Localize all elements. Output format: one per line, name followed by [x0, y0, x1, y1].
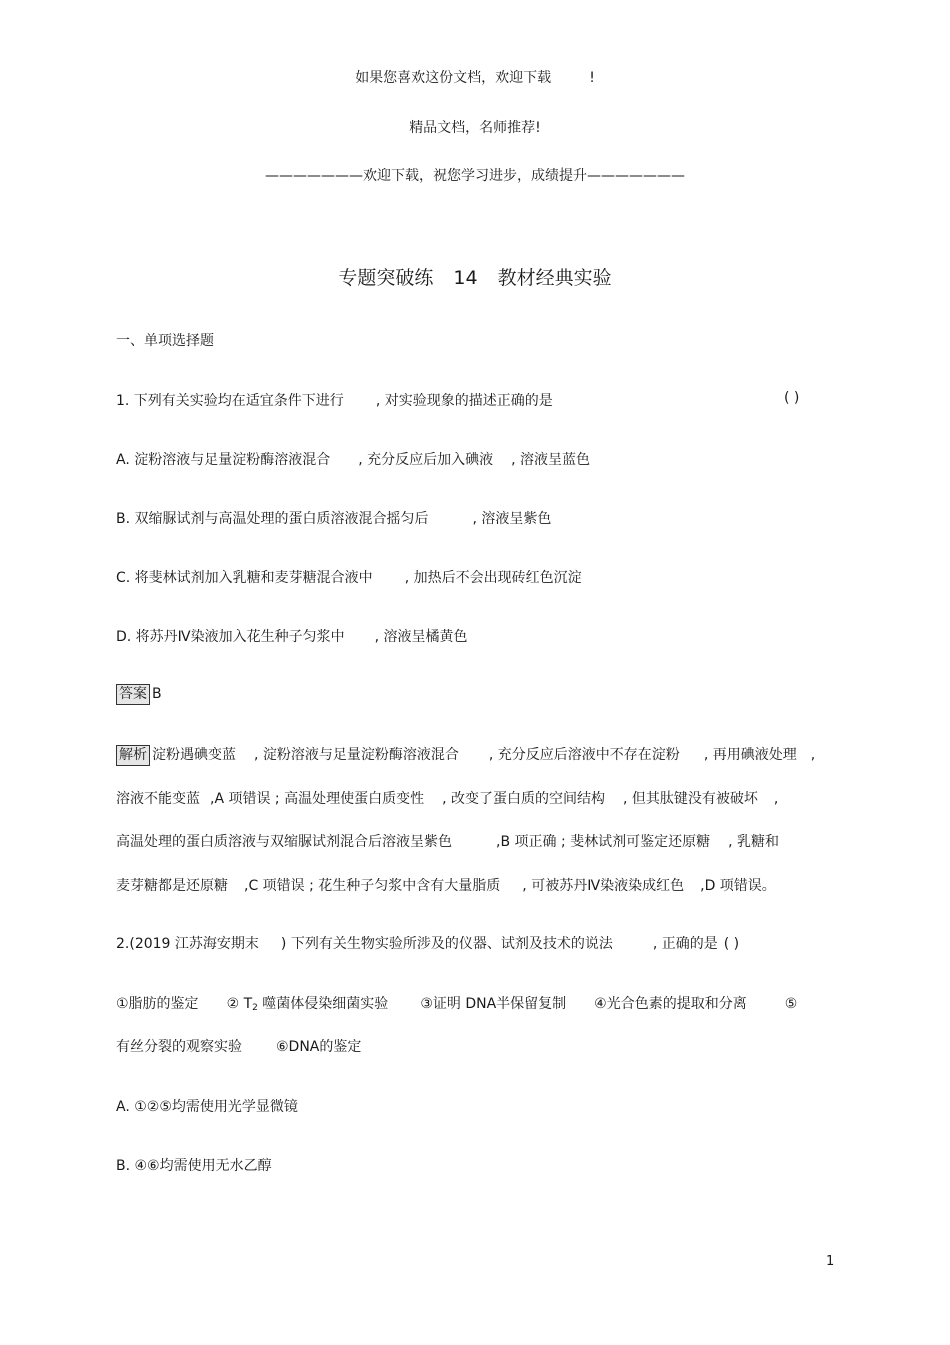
section-heading: 一、单项选择题	[116, 333, 214, 349]
analysis-label: 解析	[116, 745, 150, 766]
answer-value: B	[152, 686, 162, 702]
question-2-option-b: B. ④⑥均需使用无水乙醇	[116, 1158, 272, 1174]
analysis-line-2: 溶液不能变蓝 ,A 项错误 ; 高温处理使蛋白质变性 , 改变了蛋白质的空间结构 , 但其肽键没有被破坏 ,	[116, 791, 779, 807]
analysis-line-3: 高温处理的蛋白质溶液与双缩脲试剂混合后溶液呈紫色 ,B 项正确 ; 斐林试剂可鉴定还原糖 , 乳糖和	[116, 834, 780, 850]
question-1-bracket: ( )	[784, 390, 800, 406]
question-2-items-line-2: 有丝分裂的观察实验 ⑥DNA的鉴定	[116, 1039, 362, 1055]
question-2-items-line-1: ①脂肪的鉴定 ② $T_2$ 噬菌体侵染细菌实验 ③证明 DNA半保留复制 ④光合色素的提取和分离 ⑤	[116, 996, 798, 1013]
analysis-line-1: 解析 淀粉遇碘变蓝 , 淀粉溶液与足量淀粉酶溶液混合 , 充分反应后溶液中不存在淀粉 , 再用碘液处理 ,	[116, 744, 815, 766]
question-1-option-a: A. 淀粉溶液与足量淀粉酶溶液混合 , 充分反应后加入碘液 , 溶液呈蓝色	[116, 452, 591, 468]
question-2-option-a: A. ①②⑤均需使用光学显微镜	[116, 1099, 298, 1115]
question-1-answer	[116, 684, 162, 705]
question-1-option-c: C. 将斐林试剂加入乳糖和麦芽糖混合液中 , 加热后不会出现砖红色沉淀	[116, 570, 582, 586]
answer-label: 答案	[116, 684, 150, 705]
page-title: 专题突破练 14 教材经典实验	[338, 267, 612, 289]
header-line-3: ———————欢迎下载，祝您学习进步，成绩提升———————	[265, 168, 685, 184]
header-line-1: 如果您喜欢这份文档，欢迎下载 !	[355, 70, 595, 86]
question-2-stem: 2.(2019 江苏海安期末 ) 下列有关生物实验所涉及的仪器、试剂及技术的说法 , 正确的是 ( )	[116, 936, 740, 952]
question-1-option-d: D. 将苏丹Ⅳ染液加入花生种子匀浆中 , 溶液呈橘黄色	[116, 629, 468, 645]
page-number: 1	[826, 1254, 835, 1269]
question-1-option-b: B. 双缩脲试剂与高温处理的蛋白质溶液混合摇匀后 , 溶液呈紫色	[116, 511, 552, 527]
analysis-line-4: 麦芽糖都是还原糖 ,C 项错误 ; 花生种子匀浆中含有大量脂质 , 可被苏丹Ⅳ染液染成红色 ,D 项错误。	[116, 878, 776, 894]
header-line-2: 精品文档，名师推荐!	[409, 120, 541, 136]
question-1-stem: 1. 下列有关实验均在适宜条件下进行 , 对实验现象的描述正确的是	[116, 393, 553, 409]
